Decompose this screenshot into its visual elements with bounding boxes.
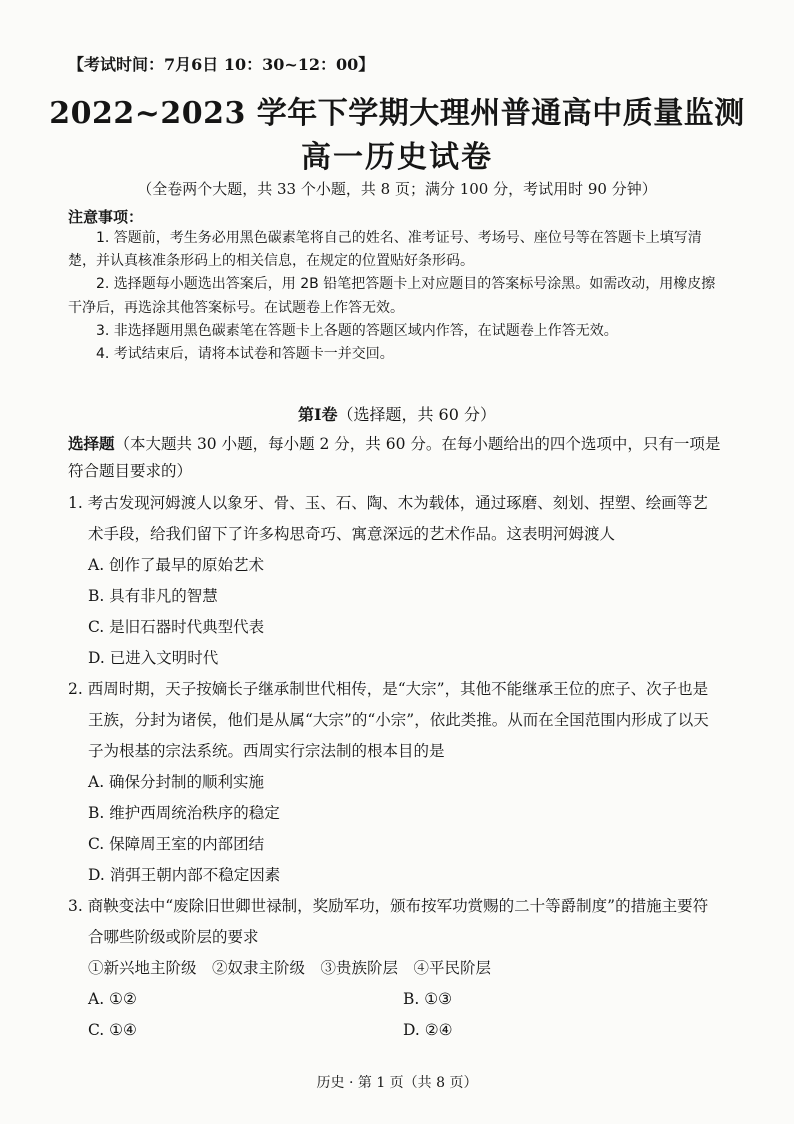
option-b: B. 具有非凡的智慧 — [88, 587, 218, 605]
section-label: 选择题 — [68, 434, 115, 453]
notes-list — [68, 227, 728, 366]
question-stem: 2. 西周时期，天子按嫡长子继承制世代相传，是“大宗”，其他不能继承王位的庶子、次子也是王族，分封为诸侯，他们是从属“大宗”的“小宗”，依此类推。从而在全国范围内形成了以天子为根基的宗法系统。西周实行宗法制的根本目的是 — [68, 680, 709, 760]
exam-title: 2022~2023 学年下学期大理州普通高中质量监测 — [49, 96, 745, 131]
option-d: D. 已进入文明时代 — [88, 649, 219, 667]
exam-info: （全卷两个大题，共 33 个小题，共 8 页；满分 100 分，考试用时 90 分钟） — [137, 180, 657, 198]
exam-time: 【考试时间：7月6日 10：30~12：00】 — [68, 55, 375, 74]
option-c: C. 是旧石器时代典型代表 — [88, 618, 265, 636]
question-stem: 1. 考古发现河姆渡人以象牙、骨、玉、石、陶、木为载体，通过琢磨、刻划、捏塑、绘画等艺术手段，给我们留下了许多构思奇巧、寓意深远的艺术作品。这表明河姆渡人 — [68, 494, 708, 543]
question-stem: 3. 商鞅变法中“废除旧世卿世禄制，奖励军功，颁布按军功赏赐的二十等爵制度”的措施主要符合哪些阶级或阶层的要求 — [68, 897, 709, 946]
question-list — [68, 488, 718, 1046]
part-heading — [0, 402, 794, 425]
part-title-note: （选择题，共 60 分） — [337, 405, 497, 424]
option-b: B. 维护西周统治秩序的稳定 — [88, 804, 280, 822]
note-item: 2. 选择题每小题选出答案后，用 2B 铅笔把答题卡上对应题目的答案标号涂黑。如需改动，用橡皮擦干净后，再选涂其他答案标号。在试题卷上作答无效。 — [68, 276, 716, 316]
option-a: A. 确保分封制的顺利实施 — [88, 773, 265, 791]
section-desc-text: （本大题共 30 小题，每小题 2 分，共 60 分。在每小题给出的四个选项中，只有一项是符合题目要求的） — [68, 435, 721, 480]
note-item: 4. 考试结束后，请将本试卷和答题卡一并交回。 — [96, 346, 394, 363]
option-d: D. 消弭王朝内部不稳定因素 — [88, 866, 281, 884]
part-title: 第Ⅰ卷 — [297, 405, 338, 424]
option-a: A. ①② — [88, 990, 137, 1008]
exam-subtitle: 高一历史试卷 — [301, 140, 493, 175]
question-1 — [68, 488, 718, 674]
option-b: B. ①③ — [403, 990, 453, 1008]
note-item: 1. 答题前，考生务必用黑色碳素笔将自己的姓名、准考证号、考场号、座位号等在答题卡上填写清楚，并认真核准条形码上的相关信息，在规定的位置贴好条形码。 — [68, 230, 702, 270]
section-description — [68, 430, 728, 485]
option-a: A. 创作了最早的原始艺术 — [88, 556, 265, 574]
question-items-line: ①新兴地主阶级 ②奴隶主阶级 ③贵族阶层 ④平民阶层 — [88, 959, 492, 977]
note-item: 3. 非选择题用黑色碳素笔在答题卡上各题的答题区域内作答，在试题卷上作答无效。 — [96, 322, 618, 339]
option-c: C. 保障周王室的内部团结 — [88, 835, 265, 853]
option-row — [68, 984, 718, 1015]
option-c: C. ①④ — [88, 1021, 137, 1039]
option-row — [68, 1015, 718, 1046]
page-footer: 历史 · 第 1 页（共 8 页） — [316, 1075, 478, 1091]
question-2 — [68, 674, 718, 891]
notes-heading: 注意事项： — [68, 208, 144, 226]
question-3 — [68, 891, 718, 1046]
option-d: D. ②④ — [403, 1021, 453, 1039]
